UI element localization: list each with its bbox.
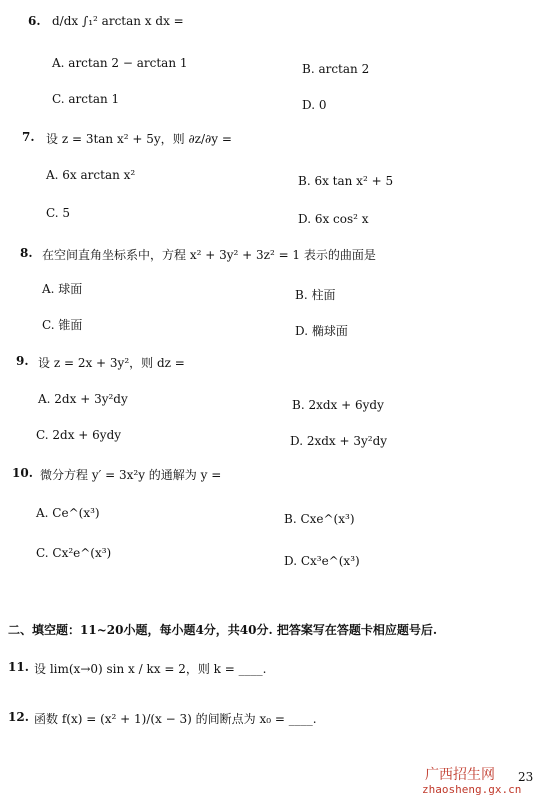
- q10-option-c: C. Cx²e^(x³): [36, 546, 112, 560]
- q8-option-a: A. 球面: [42, 282, 83, 296]
- section-heading: 二、填空题：11~20小题，每小题4分，共40分. 把答案写在答题卡相应题号后.: [8, 623, 438, 637]
- q8-number: 8.: [20, 246, 33, 260]
- footer-site-url: zhaosheng.gx.cn: [422, 783, 522, 796]
- q7-number: 7.: [22, 130, 35, 144]
- q6-option-c: C. arctan 1: [52, 92, 120, 106]
- q9-option-d: D. 2xdx + 3y²dy: [290, 434, 388, 448]
- q10-number: 10.: [12, 466, 33, 480]
- q6-number: 6.: [28, 14, 41, 28]
- q7-option-a: A. 6x arctan x²: [46, 168, 136, 182]
- q10-stem: 微分方程 y′ = 3x²y 的通解为 y =: [40, 468, 222, 482]
- q6-option-d: D. 0: [302, 98, 327, 112]
- q7-option-c: C. 5: [46, 206, 71, 220]
- q8-option-d: D. 椭球面: [295, 324, 348, 338]
- q10-option-a: A. Ce^(x³): [36, 506, 100, 520]
- q9-number: 9.: [16, 354, 29, 368]
- q9-stem: 设 z = 2x + 3y²，则 dz =: [38, 356, 185, 370]
- q8-option-b: B. 柱面: [295, 288, 336, 302]
- q11-number: 11.: [8, 660, 29, 674]
- q7-option-b: B. 6x tan x² + 5: [298, 174, 394, 188]
- q12-number: 12.: [8, 710, 29, 724]
- q11-text: 设 lim(x→0) sin x / kx = 2，则 k = ____.: [34, 662, 267, 676]
- q10-option-d: D. Cx³e^(x³): [284, 554, 360, 568]
- q6-stem: d/dx ∫₁² arctan x dx =: [52, 14, 184, 28]
- footer-site-cn: 广西招生网: [425, 767, 495, 783]
- q7-stem: 设 z = 3tan x² + 5y，则 ∂z/∂y =: [46, 132, 232, 146]
- q7-option-d: D. 6x cos² x: [298, 212, 369, 226]
- q6-option-a: A. arctan 2 − arctan 1: [52, 56, 188, 70]
- q10-option-b: B. Cxe^(x³): [284, 512, 355, 526]
- q12-text: 函数 f(x) = (x² + 1)/(x − 3) 的间断点为 x₀ = ____.: [34, 712, 317, 726]
- q9-option-b: B. 2xdx + 6ydy: [292, 398, 384, 412]
- q6-option-b: B. arctan 2: [302, 62, 370, 76]
- q8-stem: 在空间直角坐标系中，方程 x² + 3y² + 3z² = 1 表示的曲面是: [42, 248, 376, 262]
- q9-option-a: A. 2dx + 3y²dy: [38, 392, 128, 406]
- q9-option-c: C. 2dx + 6ydy: [36, 428, 122, 442]
- page-number: 23: [518, 770, 534, 784]
- q8-option-c: C. 锥面: [42, 318, 83, 332]
